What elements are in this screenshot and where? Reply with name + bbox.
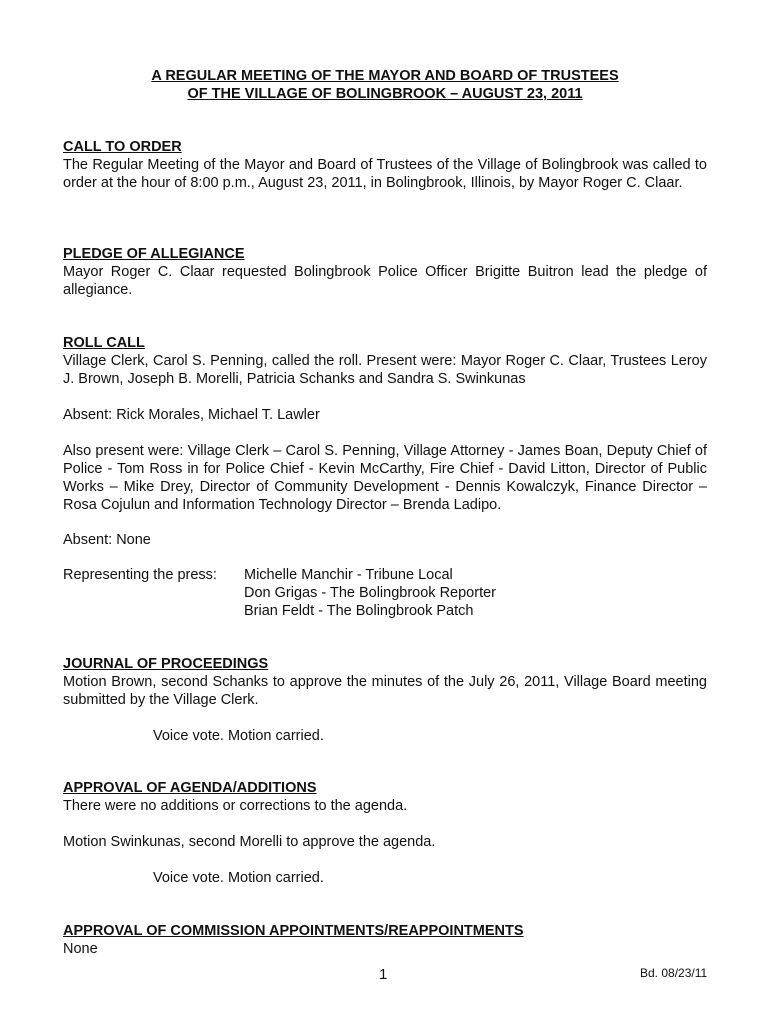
roll-call-heading: ROLL CALL	[63, 335, 145, 351]
press-label: Representing the press:	[63, 567, 217, 583]
call-to-order-text: The Regular Meeting of the Mayor and Board of Trustees of the Village of Bolingbrook was called to order at the hour of 8:00 p.m., August 23, 2011, in Bolingbrook, Illinois, by Mayor Roger C. Claar.	[63, 157, 707, 191]
journal-heading: JOURNAL OF PROCEEDINGS	[63, 656, 269, 672]
press-entry: Don Grigas - The Bolingbrook Reporter	[244, 585, 496, 601]
agenda-vote: Voice vote. Motion carried.	[153, 870, 324, 886]
press-entry: Michelle Manchir - Tribune Local	[244, 567, 453, 583]
title-line-1: A REGULAR MEETING OF THE MAYOR AND BOARD OF TRUSTEES	[151, 68, 619, 84]
journal-vote: Voice vote. Motion carried.	[153, 728, 324, 744]
commission-text: None	[63, 941, 98, 957]
pledge-heading: PLEDGE OF ALLEGIANCE	[63, 246, 245, 262]
journal-text: Motion Brown, second Schanks to approve the minutes of the July 26, 2011, Village Board meeting submitted by the Village Clerk.	[63, 674, 707, 708]
agenda-heading: APPROVAL OF AGENDA/ADDITIONS	[63, 780, 317, 796]
document-title	[63, 67, 707, 103]
pledge-text: Mayor Roger C. Claar requested Bolingbrook Police Officer Brigitte Buitron lead the pledge of allegiance.	[63, 264, 707, 298]
call-to-order-heading: CALL TO ORDER	[63, 139, 182, 155]
footer-code: Bd. 08/23/11	[640, 966, 708, 980]
press-entry: Brian Feldt - The Bolingbrook Patch	[244, 603, 474, 619]
commission-heading: APPROVAL OF COMMISSION APPOINTMENTS/REAPPOINTMENTS	[63, 923, 524, 939]
title-line-2: OF THE VILLAGE OF BOLINGBROOK – AUGUST 23, 2011	[187, 86, 583, 102]
roll-call-absent: Absent: Rick Morales, Michael T. Lawler	[63, 407, 320, 423]
page-number: 1	[379, 966, 388, 983]
absent-none: Absent: None	[63, 532, 151, 548]
agenda-text-1: There were no additions or corrections to the agenda.	[63, 798, 408, 814]
also-present-text: Also present were: Village Clerk – Carol S. Penning, Village Attorney - James Boan, Deputy Chief of Police - Tom Ross in for Police Chief - Kevin McCarthy, Fire Chief - David Litton, Director of Public Works – Mike Drey, Director of Community Development - Dennis Kowalczyk, Finance Director – Rosa Cojulun and Information Technology Director – Brenda Ladipo.	[63, 443, 707, 513]
roll-call-text: Village Clerk, Carol S. Penning, called the roll. Present were: Mayor Roger C. Claar, Trustees Leroy J. Brown, Joseph B. Morelli, Patricia Schanks and Sandra S. Swinkunas	[63, 353, 707, 387]
agenda-text-2: Motion Swinkunas, second Morelli to approve the agenda.	[63, 834, 436, 850]
